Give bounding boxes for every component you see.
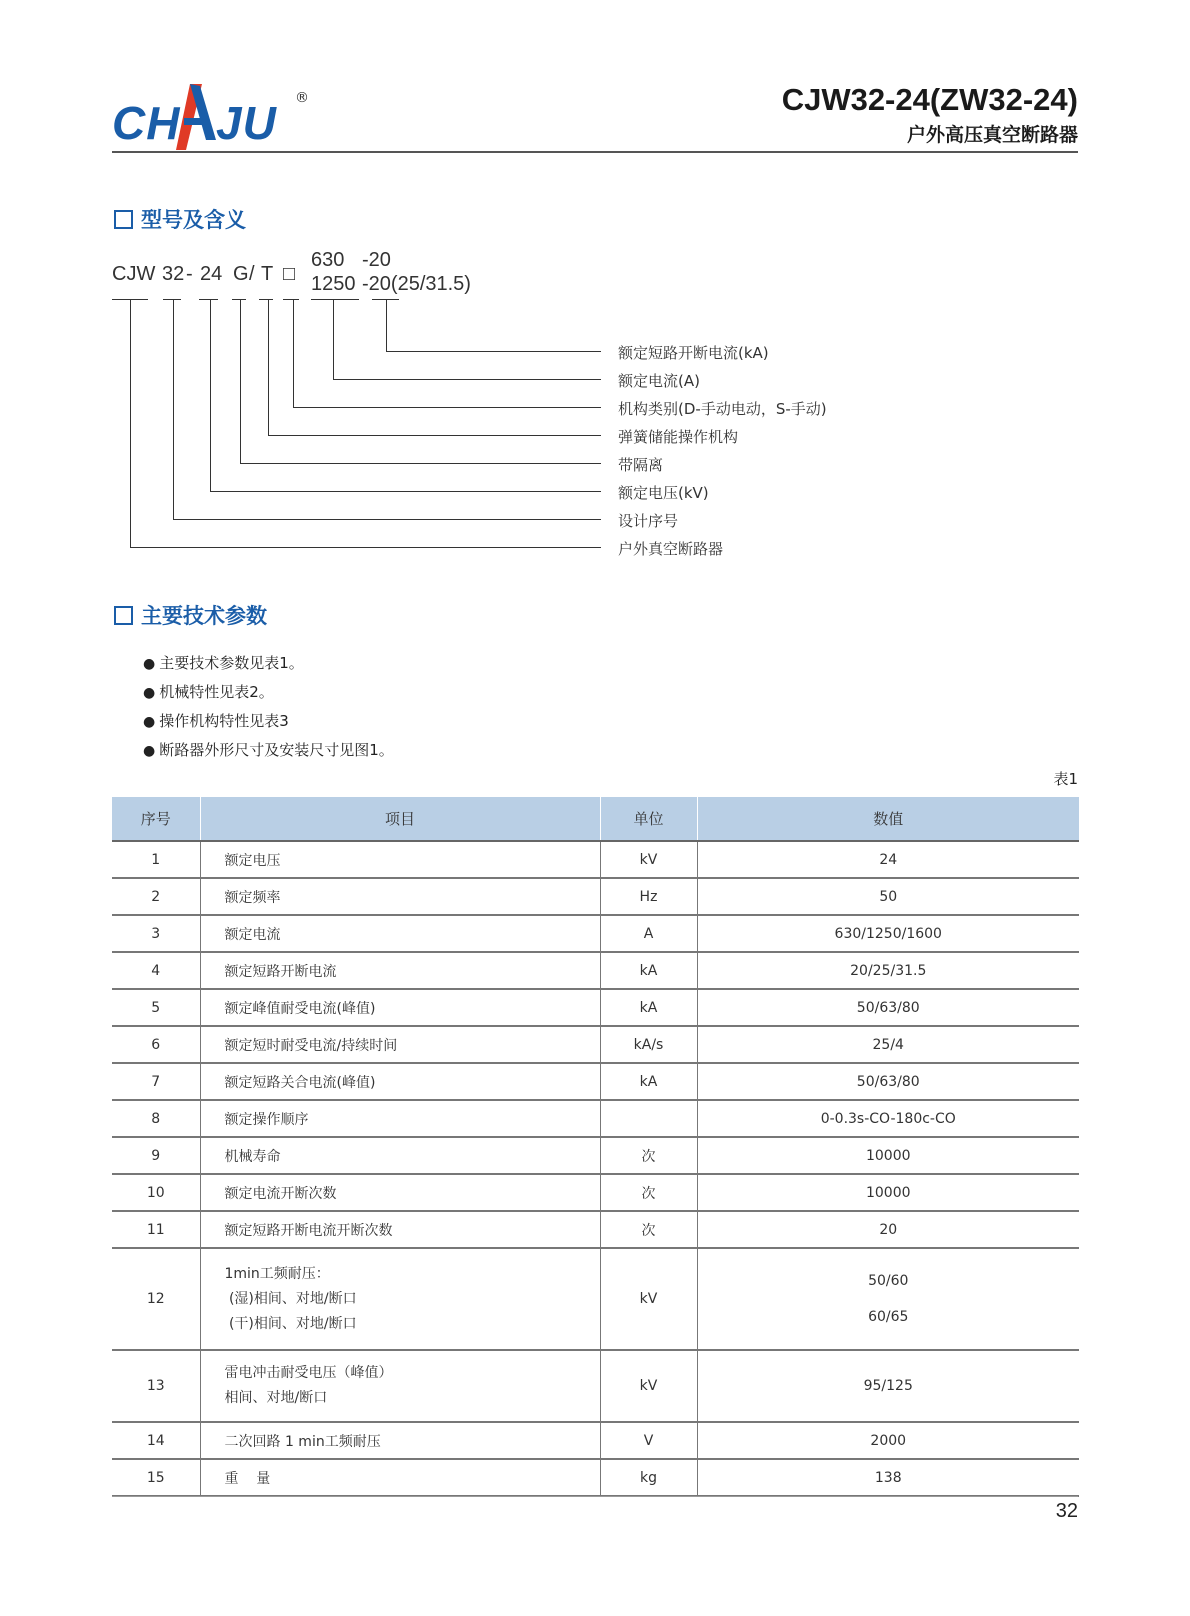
table-row <box>112 1137 1079 1174</box>
label-rated-voltage: 额定电压(kV) <box>618 484 709 502</box>
cell-no: 2 <box>112 878 200 915</box>
leader-spring-v <box>268 299 269 435</box>
cell-value <box>697 1248 1079 1350</box>
code-part-dash: - <box>186 263 193 285</box>
product-model: CJW32-24(ZW32-24) <box>781 82 1078 117</box>
code-part-series: CJW <box>112 263 156 285</box>
section-title: 主要技术参数 <box>141 604 267 628</box>
label-spring-mechanism: 弹簧储能操作机构 <box>618 428 739 446</box>
cell-item: 额定峰值耐受电流(峰值) <box>200 989 600 1026</box>
cell-no: 10 <box>112 1174 200 1211</box>
leader-series-v <box>130 299 131 547</box>
code-part-isolation: G <box>233 263 249 285</box>
code-current-top: 630 <box>311 249 345 271</box>
cell-value: 95/125 <box>697 1350 1079 1422</box>
cell-unit: kA <box>600 1063 697 1100</box>
table-row <box>112 878 1079 915</box>
logo-text-right: JU <box>216 97 277 149</box>
cell-item: 额定短路开断电流开断次数 <box>200 1211 600 1248</box>
cell-item-line: 1min工频耐压： <box>224 1265 330 1282</box>
cell-item-line: 相间、对地/断口 <box>224 1390 328 1406</box>
bullet-item: ● 机械特性见表2。 <box>143 678 394 707</box>
cell-no: 7 <box>112 1063 200 1100</box>
logo-text-left: CH <box>112 97 181 149</box>
cell-item: 额定电压 <box>200 841 600 878</box>
cell-item: 额定频率 <box>200 878 600 915</box>
tick-mechanism <box>283 299 299 300</box>
cell-unit <box>600 1100 697 1137</box>
code-part-slash: / <box>249 263 255 285</box>
cell-value: 24 <box>697 841 1079 878</box>
tick-spring <box>259 299 273 300</box>
label-isolation: 带隔离 <box>618 456 664 474</box>
cell-no: 1 <box>112 841 200 878</box>
cell-value: 50/63/80 <box>697 989 1079 1026</box>
leader-isolation-v <box>240 299 241 463</box>
cell-item: 额定电流 <box>200 915 600 952</box>
cell-value: 20 <box>697 1211 1079 1248</box>
leader-spring-h <box>268 435 601 436</box>
leader-mechanism-v <box>293 299 294 407</box>
cell-value: 10000 <box>697 1137 1079 1174</box>
footer-divider <box>112 1496 1078 1497</box>
cell-no: 12 <box>112 1248 200 1350</box>
label-mechanism-type: 机构类别(D-手动电动，S-手动) <box>618 400 827 418</box>
cell-no: 13 <box>112 1350 200 1422</box>
header-item: 项目 <box>200 797 600 841</box>
cell-no: 14 <box>112 1422 200 1459</box>
cell-value: 50 <box>697 878 1079 915</box>
section-title: 型号及含义 <box>141 208 246 232</box>
tick-design <box>163 299 181 300</box>
tick-current <box>311 299 359 300</box>
bullet-list <box>143 649 394 765</box>
leader-series-h <box>130 547 601 548</box>
cell-item: 机械寿命 <box>200 1137 600 1174</box>
cell-item <box>200 1350 600 1422</box>
table-row <box>112 1211 1079 1248</box>
cell-item-line: 雷电冲击耐受电压（峰值） <box>224 1365 393 1381</box>
table-row <box>112 989 1079 1026</box>
table-row <box>112 1026 1079 1063</box>
cell-item: 额定短路开断电流 <box>200 952 600 989</box>
leader-current-v <box>333 299 334 379</box>
cell-value: 20/25/31.5 <box>697 952 1079 989</box>
code-part-voltage: 24 <box>200 263 223 285</box>
leader-isolation-h <box>240 463 601 464</box>
table-row <box>112 952 1079 989</box>
table-row <box>112 1248 1079 1350</box>
code-current-bottom: 1250 <box>311 273 356 295</box>
cell-item: 重 量 <box>200 1459 600 1496</box>
table-row <box>112 1063 1079 1100</box>
cell-value: 0-0.3s-CO-180c-CO <box>697 1100 1079 1137</box>
cell-value: 138 <box>697 1459 1079 1496</box>
tick-voltage <box>199 299 218 300</box>
table-caption: 表1 <box>1053 770 1078 788</box>
cell-no: 11 <box>112 1211 200 1248</box>
cell-item: 额定电流开断次数 <box>200 1174 600 1211</box>
code-break-bottom: -20(25/31.5) <box>362 273 471 295</box>
cell-value: 2000 <box>697 1422 1079 1459</box>
leader-mechanism-h <box>293 407 601 408</box>
page-number: 32 <box>1055 1500 1078 1522</box>
label-design-number: 设计序号 <box>618 512 679 530</box>
bullet-item: ● 操作机构特性见表3 <box>143 707 394 736</box>
cell-item-line: (湿)相间、对地/断口 <box>224 1290 357 1307</box>
cell-unit: 次 <box>600 1137 697 1174</box>
cell-no: 5 <box>112 989 200 1026</box>
bullet-item: ● 断路器外形尺寸及安装尺寸见图1。 <box>143 736 394 765</box>
cell-value-line: 50/60 <box>868 1273 909 1289</box>
label-breaking-current: 额定短路开断电流(kA) <box>618 344 769 362</box>
cell-unit: kA <box>600 952 697 989</box>
cell-value: 10000 <box>697 1174 1079 1211</box>
cell-item: 额定短路关合电流(峰值) <box>200 1063 600 1100</box>
header-value: 数值 <box>697 797 1079 841</box>
leader-break-v <box>386 299 387 351</box>
checkbox-square-icon <box>114 606 133 625</box>
cell-unit: kg <box>600 1459 697 1496</box>
code-break-top: -20 <box>362 249 391 271</box>
cell-unit: kA <box>600 989 697 1026</box>
cell-item-line: (干)相间、对地/断口 <box>224 1315 357 1332</box>
bullet-item: ● 主要技术参数见表1。 <box>143 649 394 678</box>
cell-unit: kV <box>600 1248 697 1350</box>
cell-no: 4 <box>112 952 200 989</box>
leader-voltage-h <box>210 491 601 492</box>
header-no: 序号 <box>112 797 200 841</box>
cell-no: 9 <box>112 1137 200 1174</box>
spec-table <box>112 797 1079 1497</box>
table-row <box>112 841 1079 878</box>
leader-break-h <box>386 351 601 352</box>
cell-value: 25/4 <box>697 1026 1079 1063</box>
cell-item: 额定短时耐受电流/持续时间 <box>200 1026 600 1063</box>
cell-no: 15 <box>112 1459 200 1496</box>
cell-unit: kV <box>600 841 697 878</box>
cell-unit: kA/s <box>600 1026 697 1063</box>
cell-unit: 次 <box>600 1211 697 1248</box>
cell-unit: 次 <box>600 1174 697 1211</box>
leader-design-h <box>173 519 601 520</box>
header-unit: 单位 <box>600 797 697 841</box>
table-row <box>112 1422 1079 1459</box>
code-part-spring: T <box>261 263 274 285</box>
cell-unit: V <box>600 1422 697 1459</box>
model-code-diagram <box>0 0 1190 600</box>
cell-value: 630/1250/1600 <box>697 915 1079 952</box>
label-outdoor-breaker: 户外真空断路器 <box>618 540 724 558</box>
tick-isolation <box>232 299 246 300</box>
table-row <box>112 1459 1079 1496</box>
table-row <box>112 915 1079 952</box>
table-row <box>112 1174 1079 1211</box>
leader-voltage-v <box>210 299 211 491</box>
table-row <box>112 1100 1079 1137</box>
cell-value-line: 60/65 <box>868 1309 909 1325</box>
cell-unit: Hz <box>600 878 697 915</box>
cell-item: 二次回路 1 min工频耐压 <box>200 1422 600 1459</box>
product-subtitle: 户外高压真空断路器 <box>906 124 1078 146</box>
cell-no: 3 <box>112 915 200 952</box>
cell-unit: A <box>600 915 697 952</box>
cell-no: 6 <box>112 1026 200 1063</box>
registered-mark: ® <box>295 90 309 106</box>
cell-item: 额定操作顺序 <box>200 1100 600 1137</box>
cell-no: 8 <box>112 1100 200 1137</box>
cell-item <box>200 1248 600 1350</box>
section-heading-specs <box>114 600 267 630</box>
table-header-row <box>112 797 1079 841</box>
cell-value: 50/63/80 <box>697 1063 1079 1100</box>
code-part-design: 32 <box>162 263 185 285</box>
table-row <box>112 1350 1079 1422</box>
code-part-mechanism: □ <box>283 263 296 285</box>
label-rated-current: 额定电流(A) <box>618 372 700 390</box>
cell-unit: kV <box>600 1350 697 1422</box>
leader-current-h <box>333 379 601 380</box>
leader-design-v <box>173 299 174 519</box>
